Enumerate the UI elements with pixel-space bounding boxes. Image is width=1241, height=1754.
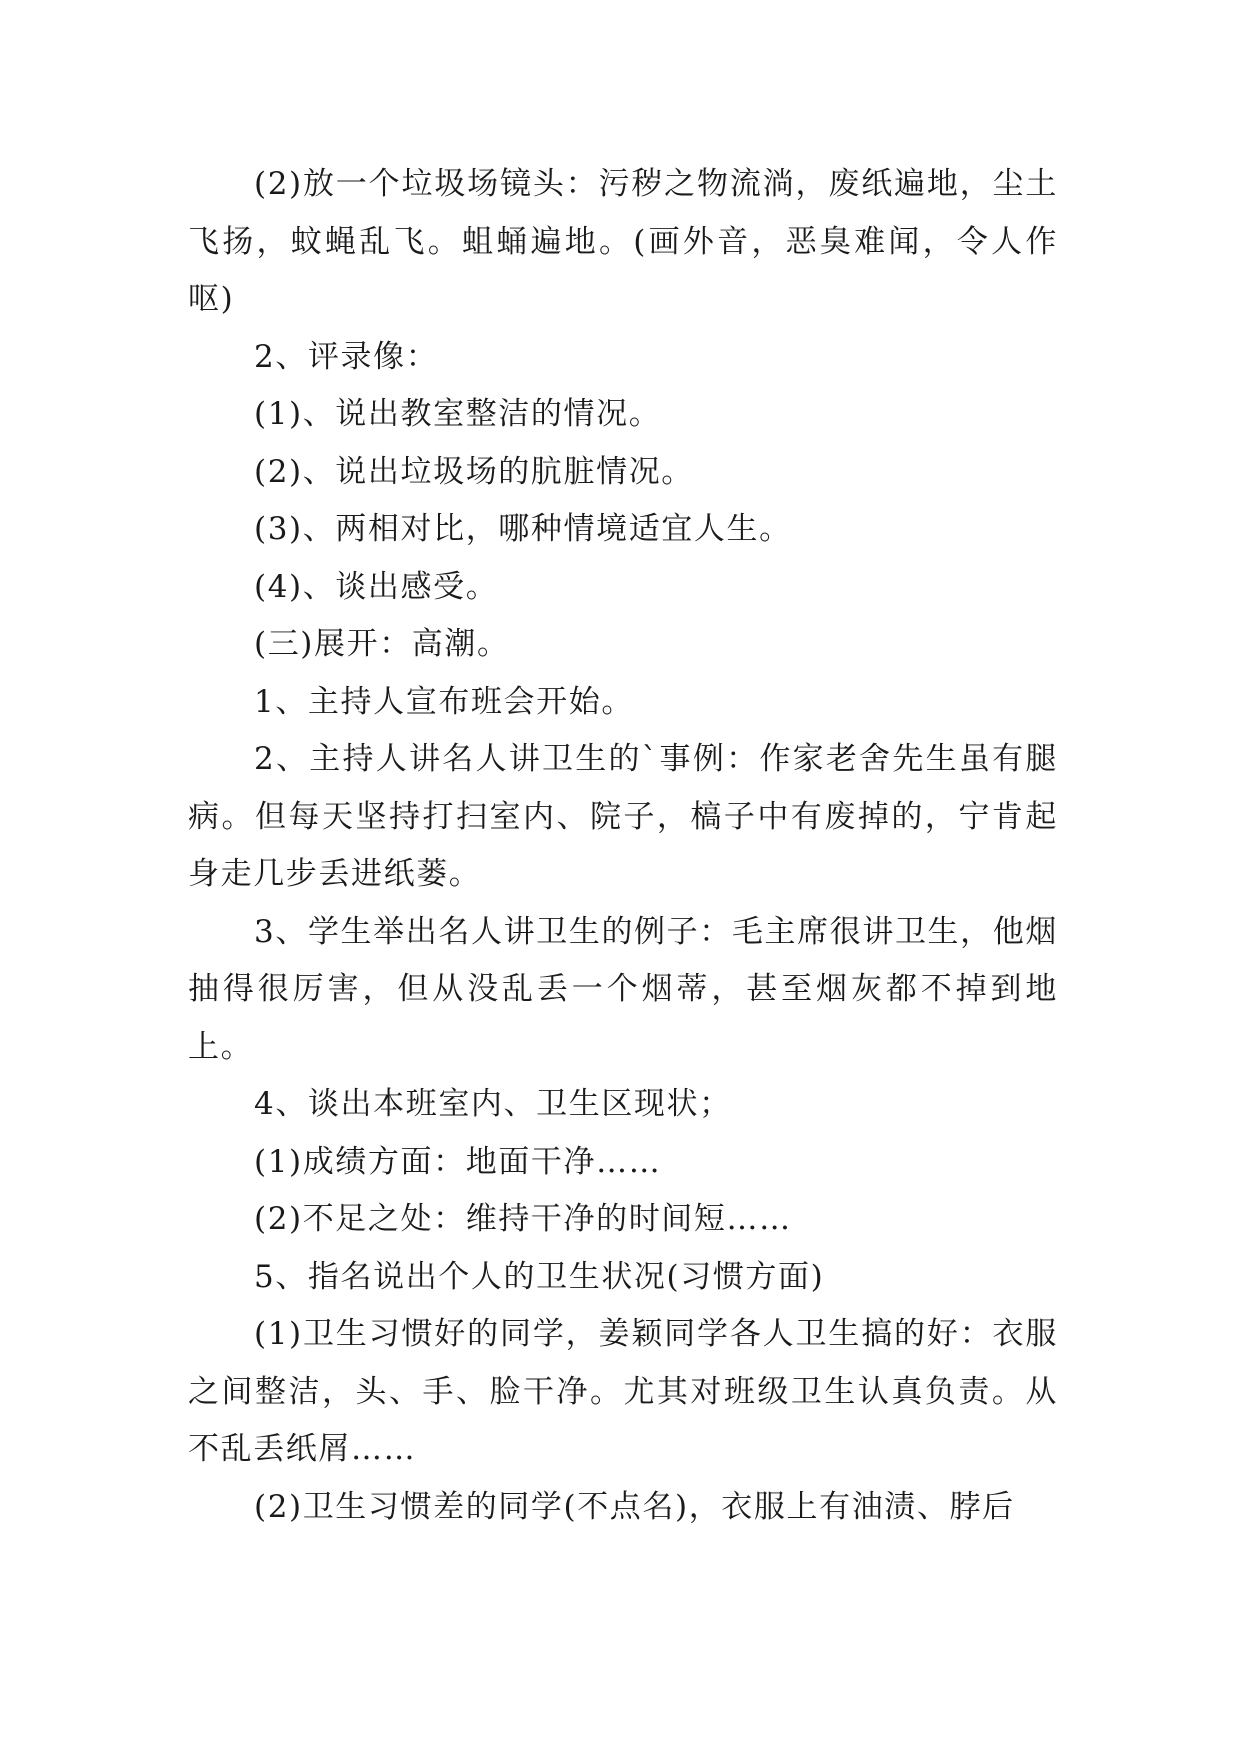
paragraph-bad-habits: (2)卫生习惯差的同学(不点名)，衣服上有油渍、脖后 (254, 1488, 1015, 1525)
paragraph-host-announce: 1、主持人宣布班会开始。 (254, 683, 634, 720)
paragraph-personal-hygiene: 5、指名说出个人的卫生状况(习惯方面) (254, 1258, 825, 1295)
paragraph-compare: (3)、两相对比，哪种情境适宜人生。 (254, 511, 792, 547)
paragraph-garbage-dirty: (2)、说出垃圾场的肮脏情况。 (254, 453, 694, 490)
paragraph-review-video: 2、评录像： (254, 338, 439, 375)
paragraph-chairman-example: 3、学生举出名人讲卫生的例子：毛主席很讲卫生，他烟抽得很厉害，但从没乱丢一个烟蒂，甚至烟灰都不掉到地上。 (188, 913, 1058, 1065)
paragraph-good-habits: (1)卫生习惯好的同学，姜颖同学各人卫生搞的好：衣服之间整洁，头、手、脸干净。尤其对班级卫生认真负责。从不乱丢纸屑…… (188, 1316, 1058, 1467)
paragraph-class-status: 4、谈出本班室内、卫生区现状； (254, 1086, 732, 1122)
paragraph-achievements: (1)成绩方面：地面干净…… (254, 1143, 662, 1180)
paragraph-garbage-scene: (2)放一个垃圾场镜头：污秽之物流淌，废纸遍地，尘土飞扬，蚊蝇乱飞。蛆蛹遍地。(画外音，恶臭难闻，令人作呕) (188, 166, 1058, 317)
paragraph-laoshe-example: 2、主持人讲名人讲卫生的`事例：作家老舍先生虽有腿病。但每天坚持打扫室内、院子，槁子中有废掉的，宁肯起身走几步丢进纸蒌。 (188, 741, 1058, 892)
paragraph-shortcomings: (2)不足之处：维持干净的时间短…… (254, 1201, 792, 1237)
document-body (188, 156, 1058, 1536)
paragraph-section-climax: (三)展开：高潮。 (254, 626, 510, 662)
paragraph-classroom-clean: (1)、说出教室整洁的情况。 (254, 396, 662, 432)
paragraph-feelings: (4)、谈出感受。 (254, 568, 499, 605)
